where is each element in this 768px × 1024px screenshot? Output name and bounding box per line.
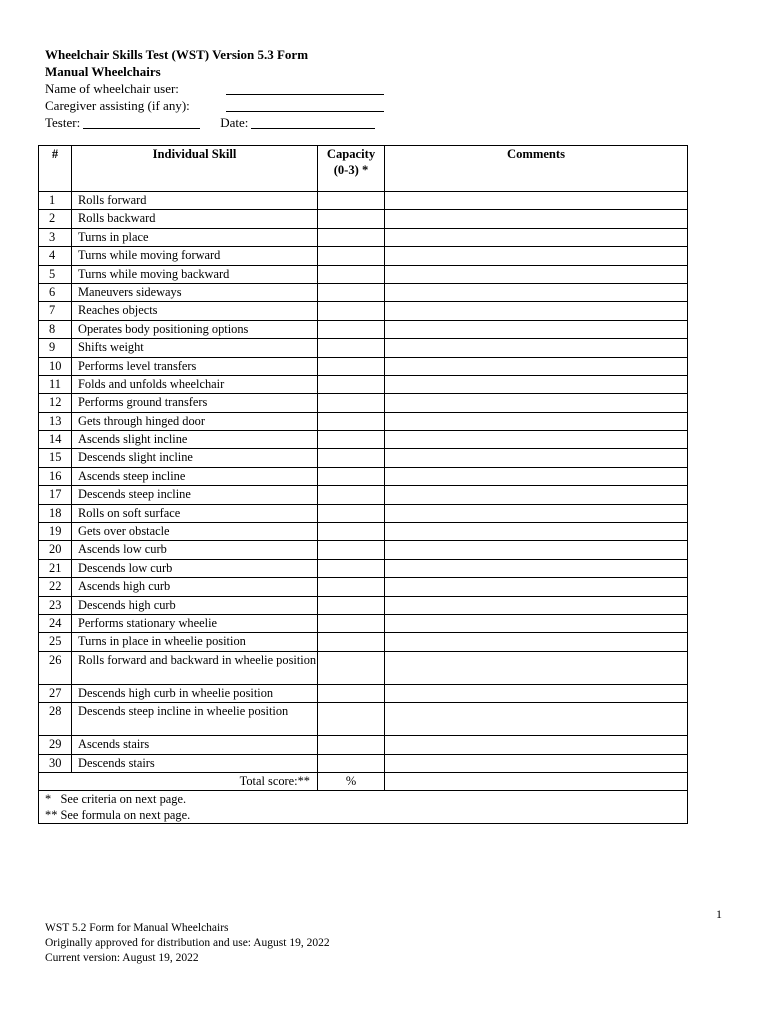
skill-number: 21 — [39, 559, 72, 577]
table-row — [39, 192, 688, 210]
comments-cell[interactable] — [385, 486, 688, 504]
tester-field[interactable] — [83, 114, 200, 129]
capacity-cell[interactable] — [318, 614, 385, 632]
comments-cell[interactable] — [385, 210, 688, 228]
footer-line-1: WST 5.2 Form for Manual Wheelchairs — [45, 922, 229, 934]
skill-name: Reaches objects — [72, 302, 318, 320]
skill-name: Maneuvers sideways — [72, 283, 318, 301]
capacity-cell[interactable] — [318, 754, 385, 772]
skill-number: 19 — [39, 523, 72, 541]
comments-cell[interactable] — [385, 375, 688, 393]
skill-number: 15 — [39, 449, 72, 467]
skill-number: 30 — [39, 754, 72, 772]
form-title: Wheelchair Skills Test (WST) Version 5.3 Form — [45, 47, 309, 62]
skill-number: 20 — [39, 541, 72, 559]
skill-number: 8 — [39, 320, 72, 338]
skill-name: Turns while moving backward — [72, 265, 318, 283]
comments-cell[interactable] — [385, 614, 688, 632]
comments-cell[interactable] — [385, 559, 688, 577]
table-row — [39, 614, 688, 632]
table-row — [39, 228, 688, 246]
skill-number: 28 — [39, 703, 72, 736]
skill-number: 23 — [39, 596, 72, 614]
caregiver-line — [45, 97, 384, 114]
notes-row — [39, 791, 688, 824]
comments-cell[interactable] — [385, 703, 688, 736]
table-row — [39, 523, 688, 541]
skill-number: 12 — [39, 394, 72, 412]
table-row — [39, 412, 688, 430]
page-footer — [45, 921, 330, 966]
skill-number: 17 — [39, 486, 72, 504]
table-row — [39, 559, 688, 577]
column-header-comments: Comments — [385, 146, 688, 192]
skill-number: 18 — [39, 504, 72, 522]
column-header-capacity — [318, 146, 385, 192]
footer-line-2: Originally approved for distribution and use: August 19, 2022 — [45, 937, 330, 949]
table-row — [39, 394, 688, 412]
comments-cell[interactable] — [385, 754, 688, 772]
capacity-cell[interactable] — [318, 431, 385, 449]
skill-number: 14 — [39, 431, 72, 449]
skill-name: Descends high curb in wheelie position — [72, 684, 318, 702]
date-field[interactable] — [251, 114, 375, 129]
skill-name: Turns in place in wheelie position — [72, 633, 318, 651]
skill-name: Ascends steep incline — [72, 467, 318, 485]
capacity-cell[interactable] — [318, 412, 385, 430]
comments-cell[interactable] — [385, 596, 688, 614]
table-row — [39, 265, 688, 283]
comments-cell[interactable] — [385, 228, 688, 246]
table-row — [39, 320, 688, 338]
skill-number: 24 — [39, 614, 72, 632]
table-row — [39, 375, 688, 393]
capacity-cell[interactable] — [318, 633, 385, 651]
capacity-cell[interactable] — [318, 320, 385, 338]
comments-cell[interactable] — [385, 320, 688, 338]
comments-cell[interactable] — [385, 504, 688, 522]
table-row — [39, 339, 688, 357]
capacity-cell[interactable] — [318, 228, 385, 246]
capacity-cell[interactable] — [318, 736, 385, 754]
capacity-cell[interactable] — [318, 247, 385, 265]
table-row — [39, 210, 688, 228]
skill-name: Shifts weight — [72, 339, 318, 357]
capacity-cell[interactable] — [318, 210, 385, 228]
skill-name: Ascends slight incline — [72, 431, 318, 449]
skill-name: Performs stationary wheelie — [72, 614, 318, 632]
skills-table — [38, 145, 688, 824]
skill-number: 5 — [39, 265, 72, 283]
capacity-cell[interactable] — [318, 559, 385, 577]
form-header — [45, 46, 384, 131]
capacity-cell[interactable] — [318, 596, 385, 614]
comments-cell[interactable] — [385, 394, 688, 412]
note-formula: ** See formula on next page. — [45, 808, 191, 823]
skill-name: Ascends low curb — [72, 541, 318, 559]
skill-name: Descends high curb — [72, 596, 318, 614]
capacity-header-line1: Capacity — [326, 147, 376, 161]
comments-cell[interactable] — [385, 283, 688, 301]
skill-number: 6 — [39, 283, 72, 301]
capacity-cell[interactable] — [318, 651, 385, 684]
table-row — [39, 684, 688, 702]
skill-name: Operates body positioning options — [72, 320, 318, 338]
skill-name: Ascends stairs — [72, 736, 318, 754]
user-name-label: Name of wheelchair user: — [45, 81, 179, 96]
comments-cell[interactable] — [385, 265, 688, 283]
skill-name: Descends steep incline in wheelie position — [72, 703, 318, 736]
notes-cell — [39, 791, 688, 824]
user-name-field[interactable] — [226, 80, 384, 95]
tester-label: Tester: — [45, 115, 81, 130]
skill-name: Descends steep incline — [72, 486, 318, 504]
table-row — [39, 302, 688, 320]
date-label: Date: — [220, 115, 249, 130]
comments-cell[interactable] — [385, 541, 688, 559]
comments-cell[interactable] — [385, 523, 688, 541]
total-score-label: Total score:** — [39, 772, 318, 790]
capacity-cell[interactable] — [318, 684, 385, 702]
capacity-header-line2: (0-3) * — [333, 163, 369, 177]
tester-date-line — [45, 114, 384, 131]
user-name-line — [45, 80, 384, 97]
table-row — [39, 578, 688, 596]
capacity-cell[interactable] — [318, 703, 385, 736]
skill-name: Rolls on soft surface — [72, 504, 318, 522]
capacity-cell[interactable] — [318, 394, 385, 412]
table-row — [39, 633, 688, 651]
capacity-cell[interactable] — [318, 486, 385, 504]
table-header-row — [39, 146, 688, 192]
capacity-cell[interactable] — [318, 449, 385, 467]
column-header-number: # — [39, 146, 72, 192]
table-row — [39, 357, 688, 375]
skill-number: 11 — [39, 375, 72, 393]
comments-cell[interactable] — [385, 449, 688, 467]
skill-name: Performs ground transfers — [72, 394, 318, 412]
comments-cell[interactable] — [385, 247, 688, 265]
comments-cell[interactable] — [385, 578, 688, 596]
column-header-skill: Individual Skill — [72, 146, 318, 192]
capacity-cell[interactable] — [318, 467, 385, 485]
skill-number: 3 — [39, 228, 72, 246]
skill-number: 1 — [39, 192, 72, 210]
skill-name: Folds and unfolds wheelchair — [72, 375, 318, 393]
skill-number: 26 — [39, 651, 72, 684]
comments-cell[interactable] — [385, 684, 688, 702]
skill-name: Descends stairs — [72, 754, 318, 772]
comments-cell[interactable] — [385, 412, 688, 430]
capacity-cell[interactable] — [318, 541, 385, 559]
page-number: 1 — [716, 907, 722, 921]
skill-number: 16 — [39, 467, 72, 485]
note-criteria: * See criteria on next page. — [45, 792, 187, 807]
comments-cell[interactable] — [385, 736, 688, 754]
total-percent[interactable]: % — [318, 772, 385, 790]
skill-number: 2 — [39, 210, 72, 228]
table-row — [39, 596, 688, 614]
capacity-cell[interactable] — [318, 339, 385, 357]
skill-name: Ascends high curb — [72, 578, 318, 596]
skill-name: Turns in place — [72, 228, 318, 246]
skill-number: 9 — [39, 339, 72, 357]
footer-line-3: Current version: August 19, 2022 — [45, 952, 199, 964]
capacity-cell[interactable] — [318, 578, 385, 596]
skill-name: Descends low curb — [72, 559, 318, 577]
capacity-cell[interactable] — [318, 375, 385, 393]
table-row — [39, 736, 688, 754]
table-row — [39, 247, 688, 265]
skill-number: 27 — [39, 684, 72, 702]
table-row — [39, 486, 688, 504]
skill-number: 7 — [39, 302, 72, 320]
table-row — [39, 651, 688, 684]
skill-name: Gets over obstacle — [72, 523, 318, 541]
comments-cell[interactable] — [385, 339, 688, 357]
comments-cell[interactable] — [385, 302, 688, 320]
total-row — [39, 772, 688, 790]
comments-cell[interactable] — [385, 651, 688, 684]
capacity-cell[interactable] — [318, 357, 385, 375]
comments-cell[interactable] — [385, 633, 688, 651]
table-row — [39, 754, 688, 772]
skill-name: Descends slight incline — [72, 449, 318, 467]
table-row — [39, 703, 688, 736]
skill-number: 10 — [39, 357, 72, 375]
capacity-cell[interactable] — [318, 265, 385, 283]
skill-rows — [39, 192, 688, 773]
skill-name: Gets through hinged door — [72, 412, 318, 430]
skill-name: Performs level transfers — [72, 357, 318, 375]
capacity-cell[interactable] — [318, 523, 385, 541]
skill-name: Turns while moving forward — [72, 247, 318, 265]
comments-cell[interactable] — [385, 431, 688, 449]
table-row — [39, 431, 688, 449]
skill-number: 13 — [39, 412, 72, 430]
skill-number: 4 — [39, 247, 72, 265]
table-row — [39, 449, 688, 467]
comments-cell[interactable] — [385, 357, 688, 375]
table-row — [39, 504, 688, 522]
skill-name: Rolls backward — [72, 210, 318, 228]
caregiver-label: Caregiver assisting (if any): — [45, 98, 190, 113]
caregiver-field[interactable] — [226, 97, 384, 112]
skill-number: 29 — [39, 736, 72, 754]
skill-number: 22 — [39, 578, 72, 596]
table-row — [39, 283, 688, 301]
comments-cell[interactable] — [385, 192, 688, 210]
form-subtitle: Manual Wheelchairs — [45, 64, 161, 79]
table-row — [39, 467, 688, 485]
skill-name: Rolls forward and backward in wheelie position — [72, 651, 318, 684]
capacity-cell[interactable] — [318, 504, 385, 522]
comments-cell[interactable] — [385, 467, 688, 485]
skill-number: 25 — [39, 633, 72, 651]
capacity-cell[interactable] — [318, 302, 385, 320]
total-comments[interactable] — [385, 772, 688, 790]
capacity-cell[interactable] — [318, 192, 385, 210]
table-row — [39, 541, 688, 559]
skill-name: Rolls forward — [72, 192, 318, 210]
capacity-cell[interactable] — [318, 283, 385, 301]
